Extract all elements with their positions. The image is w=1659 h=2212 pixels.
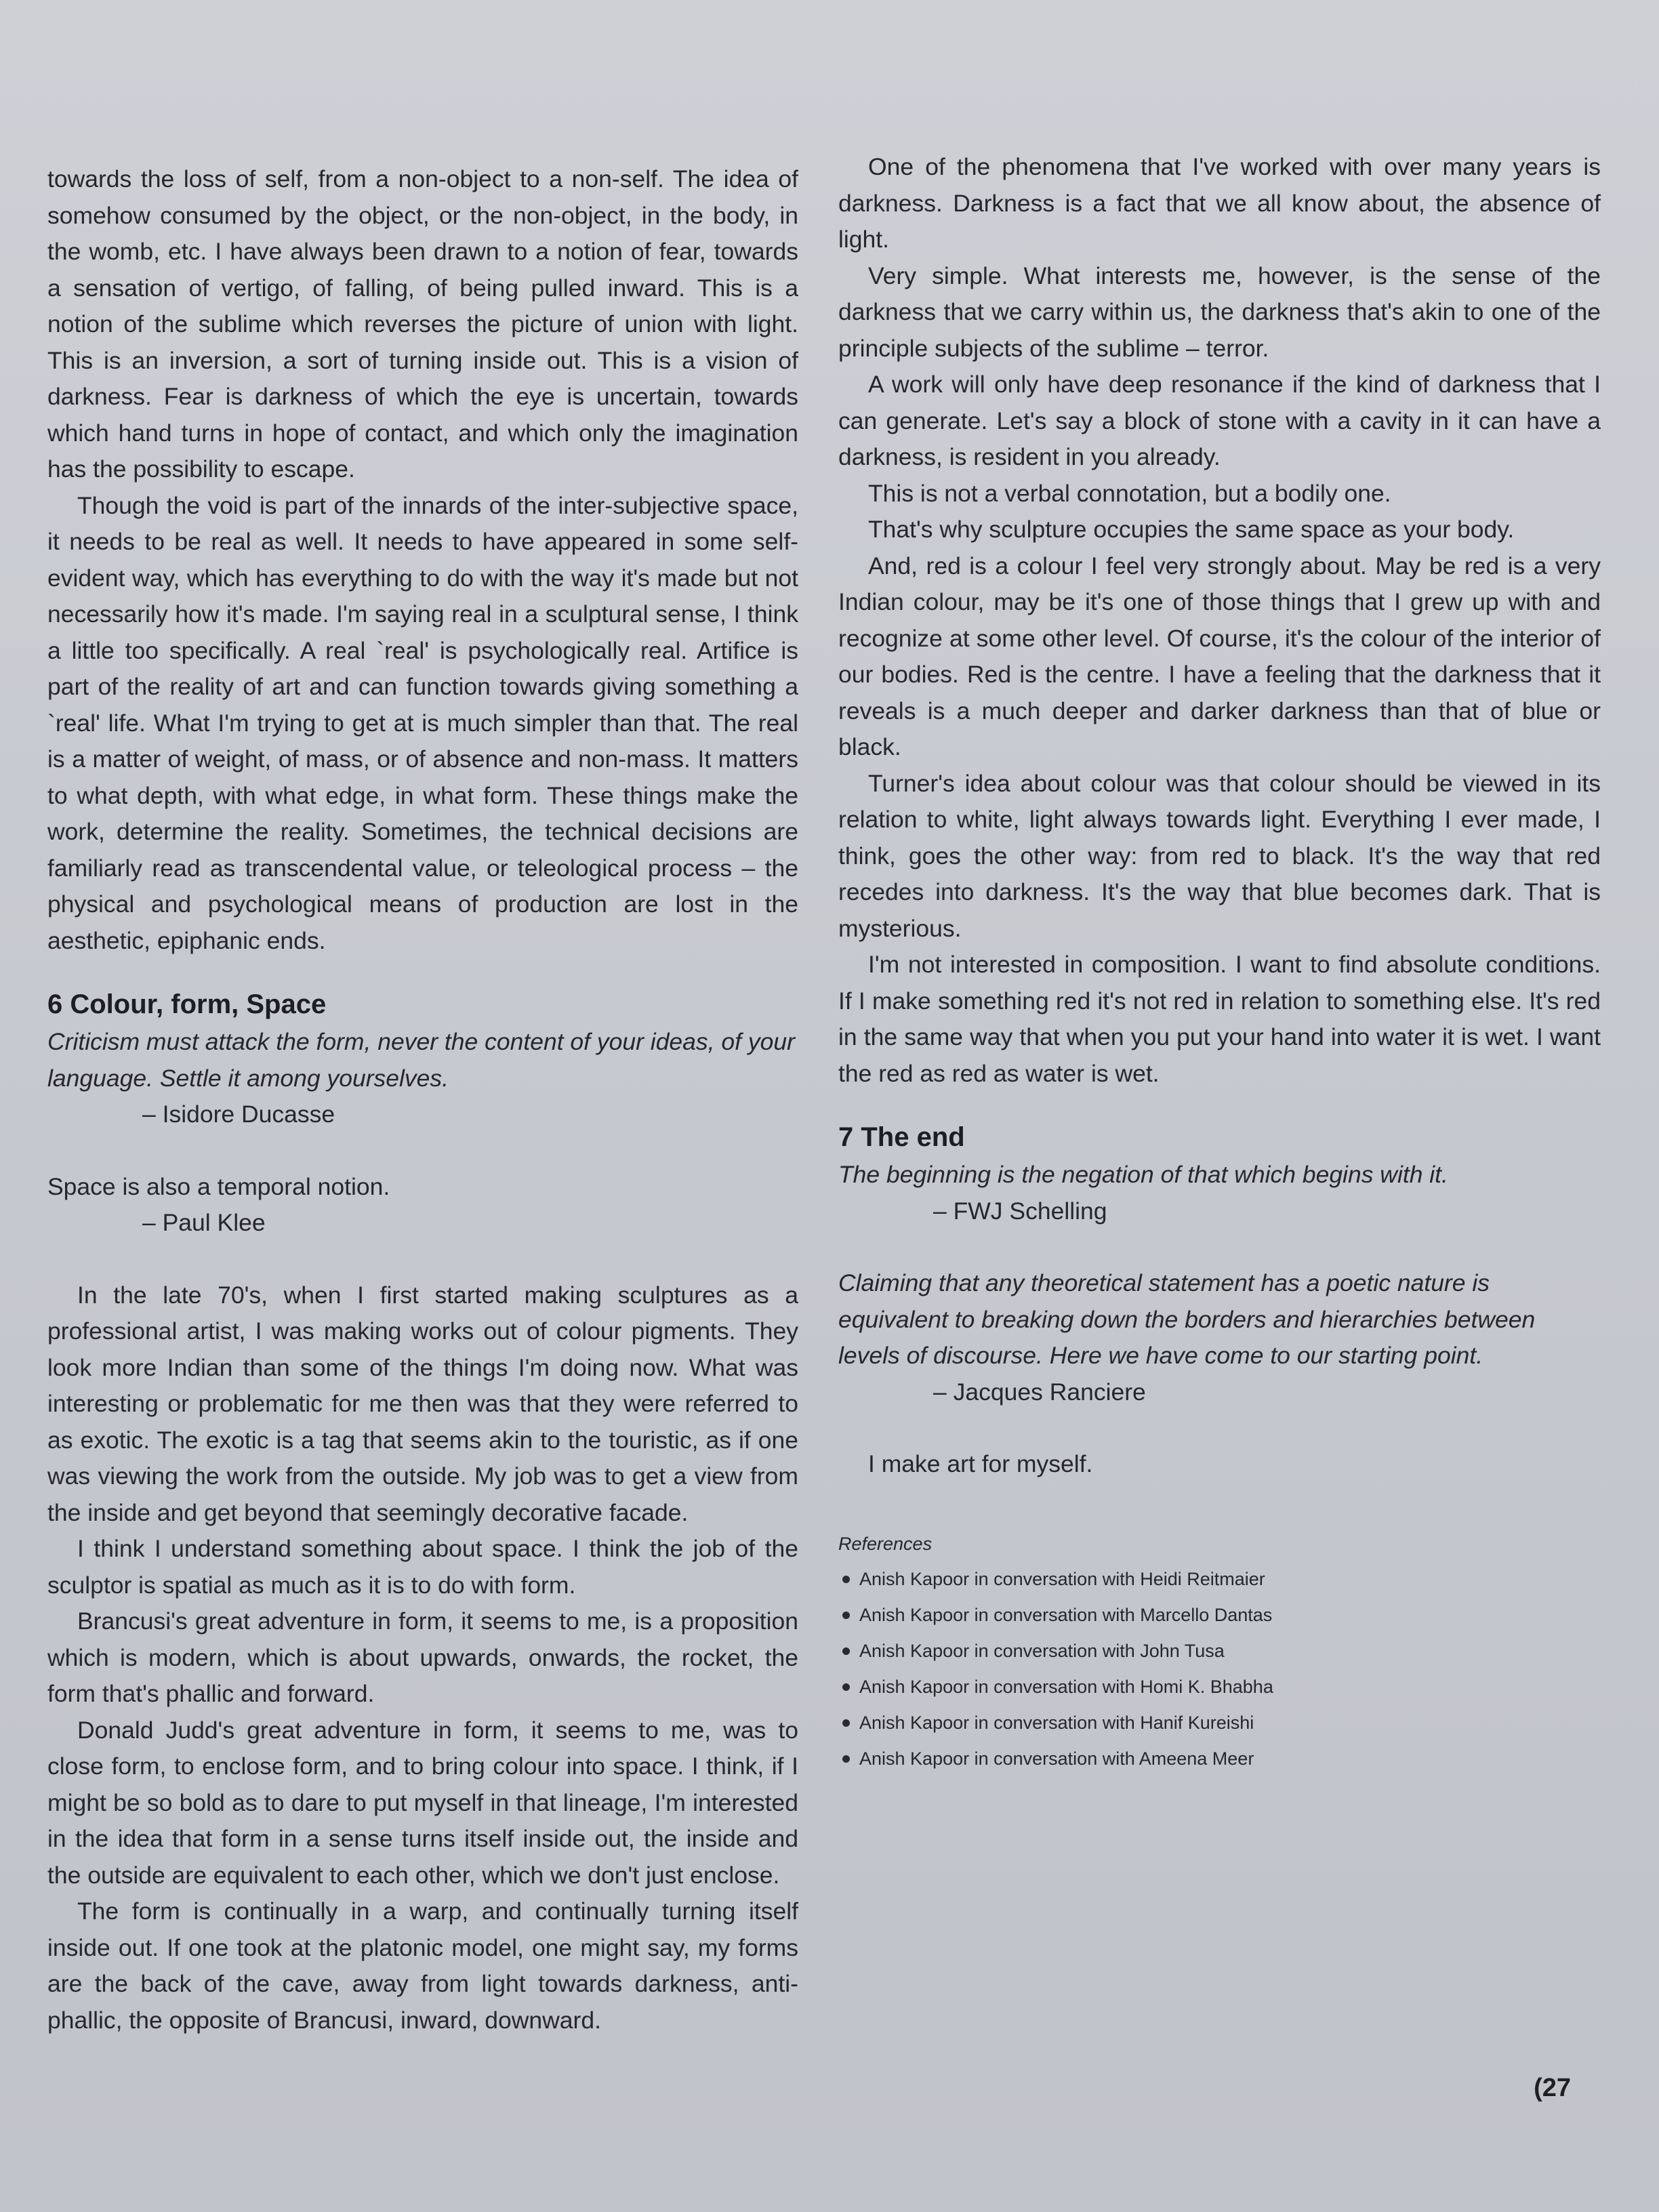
spacer — [838, 1229, 1601, 1265]
bullet-icon — [842, 1683, 850, 1691]
body-paragraph: Very simple. What interests me, however, is the sense of the darkness that we carry within us, the darkness that's akin to one of the principle subjects of the sublime – terror. — [838, 262, 1601, 362]
reference-item — [838, 1741, 1601, 1777]
reference-text: Anish Kapoor in conversation with Hanif Kureishi — [859, 1712, 1254, 1733]
section-heading: 7 The end — [838, 1122, 965, 1152]
body-paragraph: Brancusi's great adventure in form, it seems to me, is a proposition which is modern, which is about upwards, onwards, the rocket, the form that's phallic and forward. — [47, 1607, 798, 1707]
body-paragraph: One of the phenomena that I've worked with over many years is darkness. Darkness is a fact that we all know about, the absence of light. — [838, 153, 1601, 253]
reference-item — [838, 1633, 1601, 1669]
body-paragraph: And, red is a colour I feel very strongly about. May be red is a very Indian colour, may be it's one of those things that I grew up with and recognize at some other level. Of course, it's the colour of the interior of our bodies. Red is the centre. I have a feeling that the darkness that it reveals is a much deeper and darker darkness than that of blue or black. — [838, 552, 1601, 760]
body-paragraph: Donald Judd's great adventure in form, it seems to me, was to close form, to enclose form, and to bring colour into space. I think, if I might be so bold as to dare to put myself in that lineage, I'm interested in the idea that form in a sense turns itself inside out, the inside and the outside are equivalent to each other, which we don't just enclose. — [47, 1716, 798, 1889]
bullet-icon — [842, 1755, 850, 1763]
bullet-icon — [842, 1647, 850, 1655]
body-paragraph: I think I understand something about space. I think the job of the sculptor is spatial as much as it is to do with form. — [47, 1535, 798, 1599]
reference-text: Anish Kapoor in conversation with Marcello Dantas — [859, 1604, 1273, 1625]
closing-line: I make art for myself. — [868, 1450, 1093, 1477]
epigraph-attribution: – Isidore Ducasse — [142, 1101, 335, 1128]
reference-text: Anish Kapoor in conversation with Heidi Reitmaier — [859, 1568, 1265, 1589]
bullet-icon — [842, 1612, 850, 1619]
bullet-icon — [842, 1719, 850, 1727]
body-paragraph: I'm not interested in composition. I want to find absolute conditions. If I make something red it's not red in relation to something else. It's red in the same way that when you put your hand into water it is wet. I want the red as red as water is wet. — [838, 951, 1601, 1087]
spacer — [47, 1133, 798, 1169]
body-paragraph: towards the loss of self, from a non-object to a non-self. The idea of somehow consumed by the object, or the non-object, in the body, in the womb, etc. I have always been drawn to a notion of fear, towards a sensation of vertigo, of falling, of being pulled inward. This is a notion of the sublime which reverses the picture of union with light. This is an inversion, a sort of turning inside out. This is a vision of darkness. Fear is darkness of which the eye is uncertain, towards which hand turns in hope of contact, and which only the imagination has the possibility to escape. — [47, 165, 798, 483]
left-column — [47, 161, 798, 2039]
reference-text: Anish Kapoor in conversation with John Tusa — [859, 1640, 1225, 1661]
right-column — [838, 149, 1601, 1777]
epigraph-attribution: – Jacques Ranciere — [933, 1378, 1146, 1406]
body-paragraph: Though the void is part of the innards of the inter-subjective space, it needs to be real as well. It needs to have appeared in some self-evident way, which has everything to do with the way it's made but not necessarily how it's made. I'm saying real in a sculptural sense, I think a little too specifically. A real `real' is psychologically real. Artifice is part of the reality of art and can function towards giving something a `real' life. What I'm trying to get at is much simpler than that. The real is a matter of weight, of mass, or of absence and non-mass. It matters to what depth, with what edge, in what form. These things make the work, determine the reality. Sometimes, the technical decisions are familiarly read as transcendental value, or teleological process – the physical and psychological means of production are lost in the aesthetic, epiphanic ends. — [47, 491, 798, 954]
references-title: References — [838, 1533, 933, 1554]
reference-item — [838, 1561, 1601, 1597]
body-paragraph: In the late 70's, when I first started making sculptures as a professional artist, I was making works out of colour pigments. They look more Indian than some of the things I'm doing now. What was interesting or problematic for me then was that they were referred to as exotic. The exotic is a tag that seems akin to the touristic, as if one was viewing the work from the outside. My job was to get a view from the inside and get beyond that seemingly decorative facade. — [47, 1281, 798, 1526]
epigraph-quote: Claiming that any theoretical statement has a poetic nature is equivalent to breaking down the borders and hierarchies between levels of discourse. Here we have come to our starting point. — [838, 1269, 1536, 1369]
bullet-icon — [842, 1576, 850, 1583]
body-paragraph: A work will only have deep resonance if the kind of darkness that I can generate. Let's say a block of stone with a cavity in it can have a darkness, is resident in you already. — [838, 371, 1601, 470]
page-number: (27 — [1534, 2074, 1571, 2102]
section-heading: 6 Colour, form, Space — [47, 989, 327, 1019]
reference-item — [838, 1705, 1601, 1741]
reference-text: Anish Kapoor in conversation with Ameena Meer — [859, 1748, 1254, 1769]
spacer — [838, 1410, 1601, 1446]
epigraph-attribution: – Paul Klee — [142, 1209, 266, 1236]
body-paragraph: The form is continually in a warp, and continually turning itself inside out. If one took at the platonic model, one might say, my forms are the back of the cave, away from light towards darkness, anti-phallic, the opposite of Brancusi, inward, downward. — [47, 1898, 798, 2034]
epigraph-quote: Space is also a temporal notion. — [47, 1172, 390, 1200]
epigraph-attribution: – FWJ Schelling — [933, 1197, 1107, 1225]
epigraph-quote: The beginning is the negation of that which begins with it. — [838, 1161, 1448, 1188]
epigraph-quote: Criticism must attack the form, never the content of your ideas, of your language. Settle it among yourselves. — [47, 1028, 795, 1092]
reference-item — [838, 1669, 1601, 1705]
references-list — [838, 1561, 1601, 1777]
body-paragraph: That's why sculpture occupies the same space as your body. — [868, 516, 1515, 543]
body-paragraph: Turner's idea about colour was that colour should be viewed in its relation to white, light always towards light. Everything I ever made, I think, goes the other way: from red to black. It's the way that red recedes into darkness. It's the way that blue becomes dark. That is mysterious. — [838, 769, 1601, 942]
reference-text: Anish Kapoor in conversation with Homi K. Bhabha — [859, 1676, 1273, 1697]
reference-item — [838, 1597, 1601, 1633]
body-paragraph: This is not a verbal connotation, but a bodily one. — [868, 479, 1391, 507]
spacer — [47, 1242, 798, 1277]
